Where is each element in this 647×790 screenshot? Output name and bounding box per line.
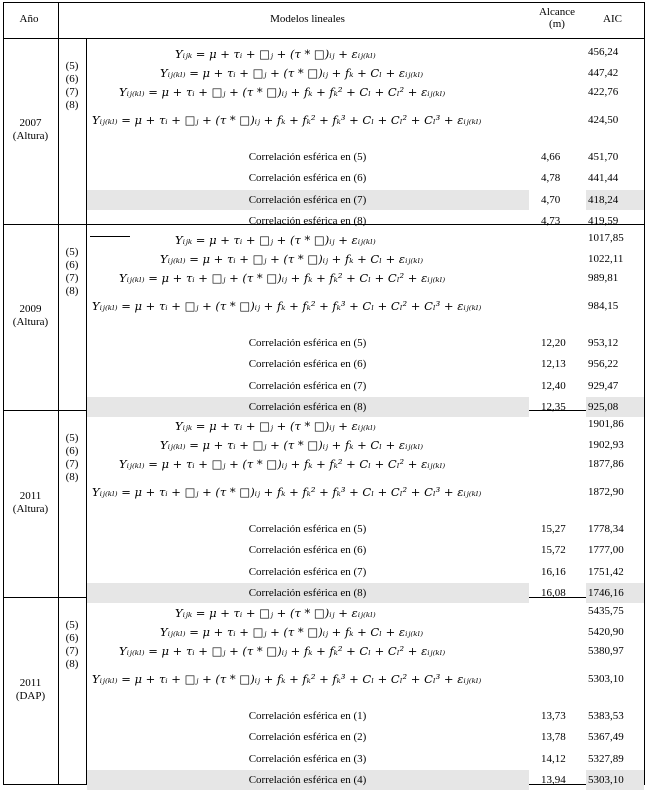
correlation-aic: 953,12 xyxy=(588,337,619,349)
correlation-range: 12,40 xyxy=(541,380,566,392)
model-formula: Yᵢⱼ₍ₖₗ₎ = μ + τᵢ + □ⱼ + (τ * □)ᵢⱼ + fₖ + fₖ² + fₖ³ + Cₗ + Cₗ² + Cₗ³ + εᵢⱼ₍ₖₗ₎ xyxy=(92,113,482,127)
correlation-aic: 451,70 xyxy=(588,151,619,163)
correlation-aic: 1751,42 xyxy=(588,566,624,578)
model-formula: Yᵢⱼ₍ₖₗ₎ = μ + τᵢ + □ⱼ + (τ * □)ᵢⱼ + fₖ + fₖ² + fₖ³ + Cₗ + Cₗ² + Cₗ³ + εᵢⱼ₍ₖₗ₎ xyxy=(92,672,482,686)
table-top-border xyxy=(3,2,644,3)
correlation-aic: 5367,49 xyxy=(588,731,624,743)
model-aic-value: 5435,75 xyxy=(588,605,624,617)
correlation-range: 12,13 xyxy=(541,358,566,370)
correlation-range: 16,08 xyxy=(541,587,566,599)
model-formula: Yᵢⱼ₍ₖₗ₎ = μ + τᵢ + □ⱼ + (τ * □)ᵢⱼ + fₖ + fₖ² + fₖ³ + Cₗ + Cₗ² + Cₗ³ + εᵢⱼ₍ₖₗ₎ xyxy=(92,485,482,499)
correlation-label: Correlación esférica en (7) xyxy=(248,566,367,578)
group-year: 2007 xyxy=(19,117,42,129)
model-formula: Yᵢⱼₖ = μ + τᵢ + □ⱼ + (τ * □)ᵢⱼ + εᵢⱼ₍ₖₗ₎ xyxy=(175,233,376,247)
model-aic-value: 1877,86 xyxy=(588,458,624,470)
correlation-label: Correlación esférica en (8) xyxy=(248,587,367,599)
table-right-border xyxy=(644,2,645,785)
model-aic-value: 5303,10 xyxy=(588,673,624,685)
model-aic-value: 1901,86 xyxy=(588,418,624,430)
model-aic-value: 422,76 xyxy=(588,86,619,98)
equation-number: (7) xyxy=(65,272,79,284)
model-aic-value: 424,50 xyxy=(588,114,619,126)
model-formula: Yᵢⱼ₍ₖₗ₎ = μ + τᵢ + □ⱼ + (τ * □)ᵢⱼ + fₖ + Cₗ + εᵢⱼ₍ₖₗ₎ xyxy=(160,66,424,80)
model-formula: Yᵢⱼₖ = μ + τᵢ + □ⱼ + (τ * □)ᵢⱼ + εᵢⱼ₍ₖₗ₎ xyxy=(175,419,376,433)
model-aic-value: 989,81 xyxy=(588,272,619,284)
model-formula: Yᵢⱼ₍ₖₗ₎ = μ + τᵢ + □ⱼ + (τ * □)ᵢⱼ + fₖ + fₖ² + Cₗ + Cₗ² + εᵢⱼ₍ₖₗ₎ xyxy=(119,644,446,658)
model-aic-value: 1022,11 xyxy=(588,253,624,265)
model-formula: Yᵢⱼ₍ₖₗ₎ = μ + τᵢ + □ⱼ + (τ * □)ᵢⱼ + fₖ + fₖ² + Cₗ + Cₗ² + εᵢⱼ₍ₖₗ₎ xyxy=(119,457,446,471)
group-year: 2009 xyxy=(19,303,42,315)
correlation-aic: 1778,34 xyxy=(588,523,624,535)
header-bottom-border xyxy=(3,38,644,39)
equation-number: (5) xyxy=(65,60,79,72)
correlation-aic: 5303,10 xyxy=(588,774,624,786)
model-formula: Yᵢⱼ₍ₖₗ₎ = μ + τᵢ + □ⱼ + (τ * □)ᵢⱼ + fₖ + fₖ² + Cₗ + Cₗ² + εᵢⱼ₍ₖₗ₎ xyxy=(119,85,446,99)
correlation-range: 4,73 xyxy=(541,215,561,227)
model-formula: Yᵢⱼ₍ₖₗ₎ = μ + τᵢ + □ⱼ + (τ * □)ᵢⱼ + fₖ + Cₗ + εᵢⱼ₍ₖₗ₎ xyxy=(160,438,424,452)
correlation-label: Correlación esférica en (7) xyxy=(248,194,367,206)
correlation-label: Correlación esférica en (6) xyxy=(248,172,367,184)
correlation-aic: 1746,16 xyxy=(588,587,624,599)
model-aic-value: 5420,90 xyxy=(588,626,624,638)
correlation-label: Correlación esférica en (5) xyxy=(248,523,367,535)
correlation-label: Correlación esférica en (2) xyxy=(248,731,367,743)
correlation-aic: 419,59 xyxy=(588,215,619,227)
correlation-range: 12,20 xyxy=(541,337,566,349)
correlation-label: Correlación esférica en (4) xyxy=(248,774,367,786)
model-formula: Yᵢⱼ₍ₖₗ₎ = μ + τᵢ + □ⱼ + (τ * □)ᵢⱼ + fₖ + fₖ² + Cₗ + Cₗ² + εᵢⱼ₍ₖₗ₎ xyxy=(119,271,446,285)
model-formula: Yᵢⱼ₍ₖₗ₎ = μ + τᵢ + □ⱼ + (τ * □)ᵢⱼ + fₖ + fₖ² + fₖ³ + Cₗ + Cₗ² + Cₗ³ + εᵢⱼ₍ₖₗ₎ xyxy=(92,299,482,313)
group-variable: (Altura) xyxy=(12,503,49,515)
group-year: 2011 xyxy=(19,677,42,689)
header-year: Año xyxy=(19,13,39,25)
model-aic-value: 1902,93 xyxy=(588,439,624,451)
correlation-range: 16,16 xyxy=(541,566,566,578)
group-variable: (DAP) xyxy=(15,690,46,702)
correlation-range: 13,78 xyxy=(541,731,566,743)
correlation-aic: 418,24 xyxy=(588,194,619,206)
equation-number: (6) xyxy=(65,445,79,457)
equation-number: (8) xyxy=(65,471,79,483)
equation-number: (7) xyxy=(65,458,79,470)
correlation-label: Correlación esférica en (1) xyxy=(248,710,367,722)
model-aic-value: 447,42 xyxy=(588,67,619,79)
group-variable: (Altura) xyxy=(12,130,49,142)
model-formula: Yᵢⱼ₍ₖₗ₎ = μ + τᵢ + □ⱼ + (τ * □)ᵢⱼ + fₖ + Cₗ + εᵢⱼ₍ₖₗ₎ xyxy=(160,252,424,266)
group-year: 2011 xyxy=(19,490,42,502)
correlation-label: Correlación esférica en (8) xyxy=(248,401,367,413)
header-range-line1: Alcance xyxy=(538,6,576,18)
correlation-range: 4,70 xyxy=(541,194,561,206)
correlation-range: 14,12 xyxy=(541,753,566,765)
header-range-line2: (m) xyxy=(549,18,565,30)
model-aic-value: 984,15 xyxy=(588,300,619,312)
correlation-range: 15,72 xyxy=(541,544,566,556)
equation-number: (6) xyxy=(65,632,79,644)
correlation-range: 13,73 xyxy=(541,710,566,722)
equation-number: (7) xyxy=(65,645,79,657)
correlation-label: Correlación esférica en (7) xyxy=(248,380,367,392)
group-variable: (Altura) xyxy=(12,316,49,328)
equation-number: (6) xyxy=(65,259,79,271)
correlation-label: Correlación esférica en (6) xyxy=(248,358,367,370)
correlation-aic: 5327,89 xyxy=(588,753,624,765)
header-aic: AIC xyxy=(603,13,622,25)
correlation-label: Correlación esférica en (6) xyxy=(248,544,367,556)
correlation-aic: 1777,00 xyxy=(588,544,624,556)
model-aic-value: 456,24 xyxy=(588,46,619,58)
correlation-aic: 441,44 xyxy=(588,172,619,184)
correlation-label: Correlación esférica en (8) xyxy=(248,215,367,227)
equation-number: (8) xyxy=(65,99,79,111)
equation-number: (7) xyxy=(65,86,79,98)
correlation-aic: 956,22 xyxy=(588,358,619,370)
equation-number: (5) xyxy=(65,619,79,631)
correlation-range: 4,66 xyxy=(541,151,561,163)
correlation-aic: 925,08 xyxy=(588,401,619,413)
model-aic-value: 1017,85 xyxy=(588,232,624,244)
correlation-label: Correlación esférica en (5) xyxy=(248,151,367,163)
underline-mark xyxy=(90,236,130,237)
equation-number: (8) xyxy=(65,658,79,670)
correlation-label: Correlación esférica en (3) xyxy=(248,753,367,765)
correlation-range: 12,35 xyxy=(541,401,566,413)
equation-number: (8) xyxy=(65,285,79,297)
correlation-label: Correlación esférica en (5) xyxy=(248,337,367,349)
model-formula: Yᵢⱼₖ = μ + τᵢ + □ⱼ + (τ * □)ᵢⱼ + εᵢⱼ₍ₖₗ₎ xyxy=(175,606,376,620)
equation-number: (5) xyxy=(65,246,79,258)
equation-number: (6) xyxy=(65,73,79,85)
correlation-aic: 929,47 xyxy=(588,380,619,392)
model-aic-value: 1872,90 xyxy=(588,486,624,498)
model-aic-value: 5380,97 xyxy=(588,645,624,657)
correlation-range: 4,78 xyxy=(541,172,561,184)
correlation-range: 13,94 xyxy=(541,774,566,786)
correlation-aic: 5383,53 xyxy=(588,710,624,722)
model-formula: Yᵢⱼₖ = μ + τᵢ + □ⱼ + (τ * □)ᵢⱼ + εᵢⱼ₍ₖₗ₎ xyxy=(175,47,376,61)
header-models: Modelos lineales xyxy=(270,13,345,25)
equation-number: (5) xyxy=(65,432,79,444)
correlation-range: 15,27 xyxy=(541,523,566,535)
model-formula: Yᵢⱼ₍ₖₗ₎ = μ + τᵢ + □ⱼ + (τ * □)ᵢⱼ + fₖ + Cₗ + εᵢⱼ₍ₖₗ₎ xyxy=(160,625,424,639)
